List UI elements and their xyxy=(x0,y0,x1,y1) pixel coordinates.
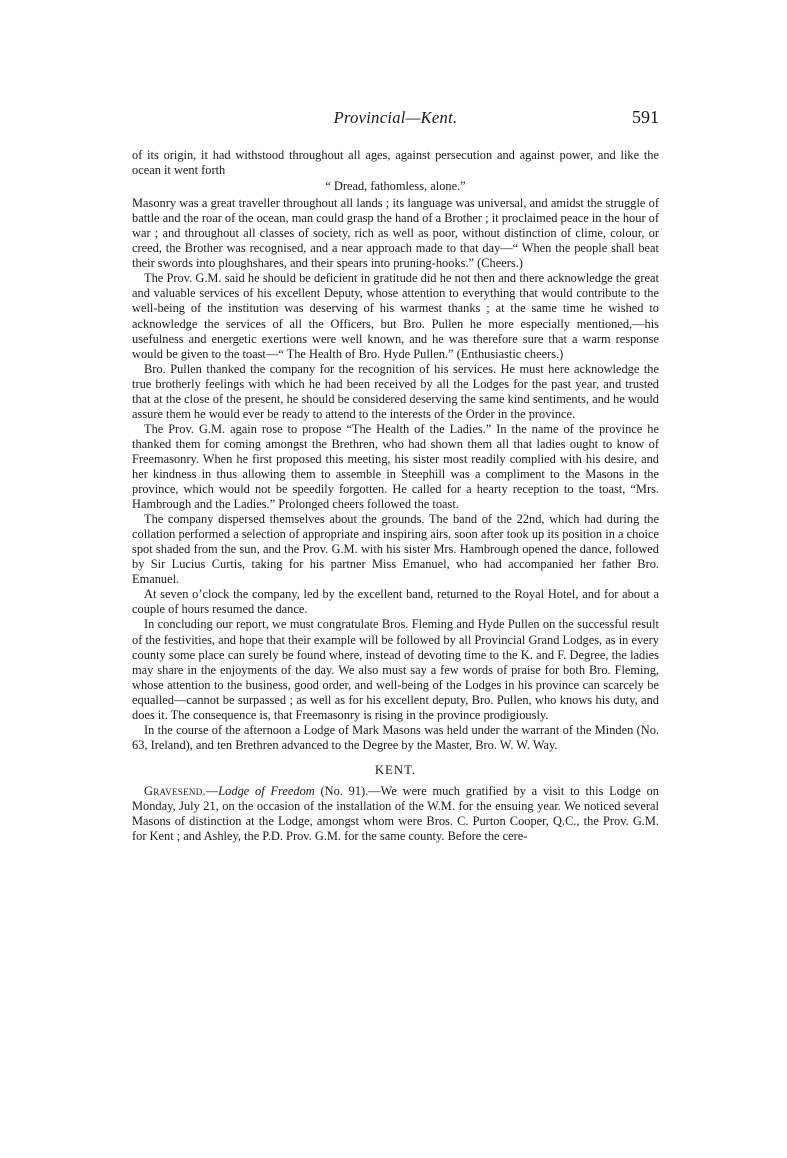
lodge-report-paragraph: Gravesend.—Lodge of Freedom (No. 91).—We were much gratified by a visit to this Lodge on Monday, July 21, on the occasion of the installation of the W.M. for the ensuing year. We noticed several Masons of distinction at the Lodge, amongst whom were Bros. C. Purton Cooper, Q.C., the Prov. G.M. for Kent ; and Ashley, the P.D. Prov. G.M. for the same county. Before the cere- xyxy=(132,783,659,844)
run-in-heading: Gravesend. xyxy=(144,783,206,798)
paragraph: The company dispersed themselves about the grounds. The band of the 22nd, which had during the collation performed a selection of appropriate and inspiring airs, soon after took up its position in a choice spot shaded from the sun, and the Prov. G.M. with his sister Mrs. Hambrough opened the dance, followed by Sir Lucius Curtis, taking for his partner Miss Emanuel, who had accompanied her father Bro. Emanuel. xyxy=(132,512,659,587)
paragraph: The Prov. G.M. again rose to propose “The Health of the Ladies.” In the name of the province he thanked them for coming amongst the Brethren, who had shown them all that ladies ought to know of Freemasonry. When he first proposed this meeting, his sister most readily complied with his desire, and her kindness in thus allowing them to assemble in Steephill was a compliment to the Masons in the province, which would not be speedily forgotten. He called for a hearty reception to the toast, “Mrs. Hambrough and the Ladies.” Prolonged cheers followed the toast. xyxy=(132,421,659,512)
quotation: “ Dread, fathomless, alone.” xyxy=(325,179,466,194)
paragraph-text: (No. 91).—We were much gratified by a visit to this Lodge on Monday, July 21, on the occasion of the installation of the W.M. for the ensuing year. We noticed several Masons of distinction at the Lodge, amongst whom were Bros. C. Purton Cooper, Q.C., the Prov. G.M. for Kent ; and Ashley, the P.D. Prov. G.M. for the same county. Before the cere- xyxy=(132,783,659,844)
paragraph: At seven o’clock the company, led by the excellent band, returned to the Royal Hotel, and for about a couple of hours resumed the dance. xyxy=(132,587,659,617)
paragraph: In concluding our report, we must congratulate Bros. Fleming and Hyde Pullen on the successful result of the festivities, and hope that their example will be followed by all Provincial Grand Lodges, as in every county some place can surely be found where, instead of devoting time to the K. and F. Degree, the ladies may share in the enjoyments of the day. We also must say a few words of praise for both Bro. Fleming, whose attention to the business, good order, and well-being of the Lodges in his province can scarcely be equalled—cannot be surpassed ; as well as for his excellent deputy, Bro. Pullen, who knows his duty, and does it. The consequence is, that Freemasonry is rising in the province prodigiously. xyxy=(132,617,659,722)
section-heading: KENT. xyxy=(374,762,417,777)
page-header xyxy=(132,108,659,132)
running-title: Provincial—Kent. xyxy=(333,108,458,127)
paragraph: In the course of the afternoon a Lodge of Mark Masons was held under the warrant of the Minden (No. 63, Ireland), and ten Brethren advanced to the Degree by the Master, Bro. W. W. Way. xyxy=(132,722,659,752)
article-body xyxy=(132,148,659,844)
page-number: 591 xyxy=(632,107,659,127)
lodge-name: Lodge of Freedom xyxy=(218,783,315,798)
paragraph: Bro. Pullen thanked the company for the recognition of his services. He must here acknowledge the true brotherly feelings with which he had been received by all the Lodges for the past year, and trusted that at the close of the present, he should be considered deserving the same kind sentiments, and he would assure them he would ever be ready to attend to the interests of the Order in the province. xyxy=(132,361,659,421)
paragraph: of its origin, it had withstood throughout all ages, against persecution and against power, and like the ocean it went forth xyxy=(132,148,659,178)
paragraph: Masonry was a great traveller throughout all lands ; its language was universal, and amidst the struggle of battle and the roar of the ocean, man could grasp the hand of a Brother ; it proclaimed peace in the hour of war ; and throughout all classes of society, rich as well as poor, without distinction of clime, colour, or creed, the Brother was recognised, and a near approach made to that day—“ When the people shall beat their swords into ploughshares, and their spears into pruning-hooks.” (Cheers.) xyxy=(132,196,659,271)
paragraph: The Prov. G.M. said he should be deficient in gratitude did he not then and there acknowledge the great and valuable services of his excellent Deputy, whose attention to everything that would contribute to the well-being of the institution was deserving of his warmest thanks ; at the same time he wished to acknowledge the services of all the Officers, but Bro. Pullen he more especially mentioned,—his usefulness and energetic exertions were well known, and he was therefore sure that a warm response would be given to the toast—“ The Health of Bro. Hyde Pullen.” (Enthusiastic cheers.) xyxy=(132,271,659,361)
